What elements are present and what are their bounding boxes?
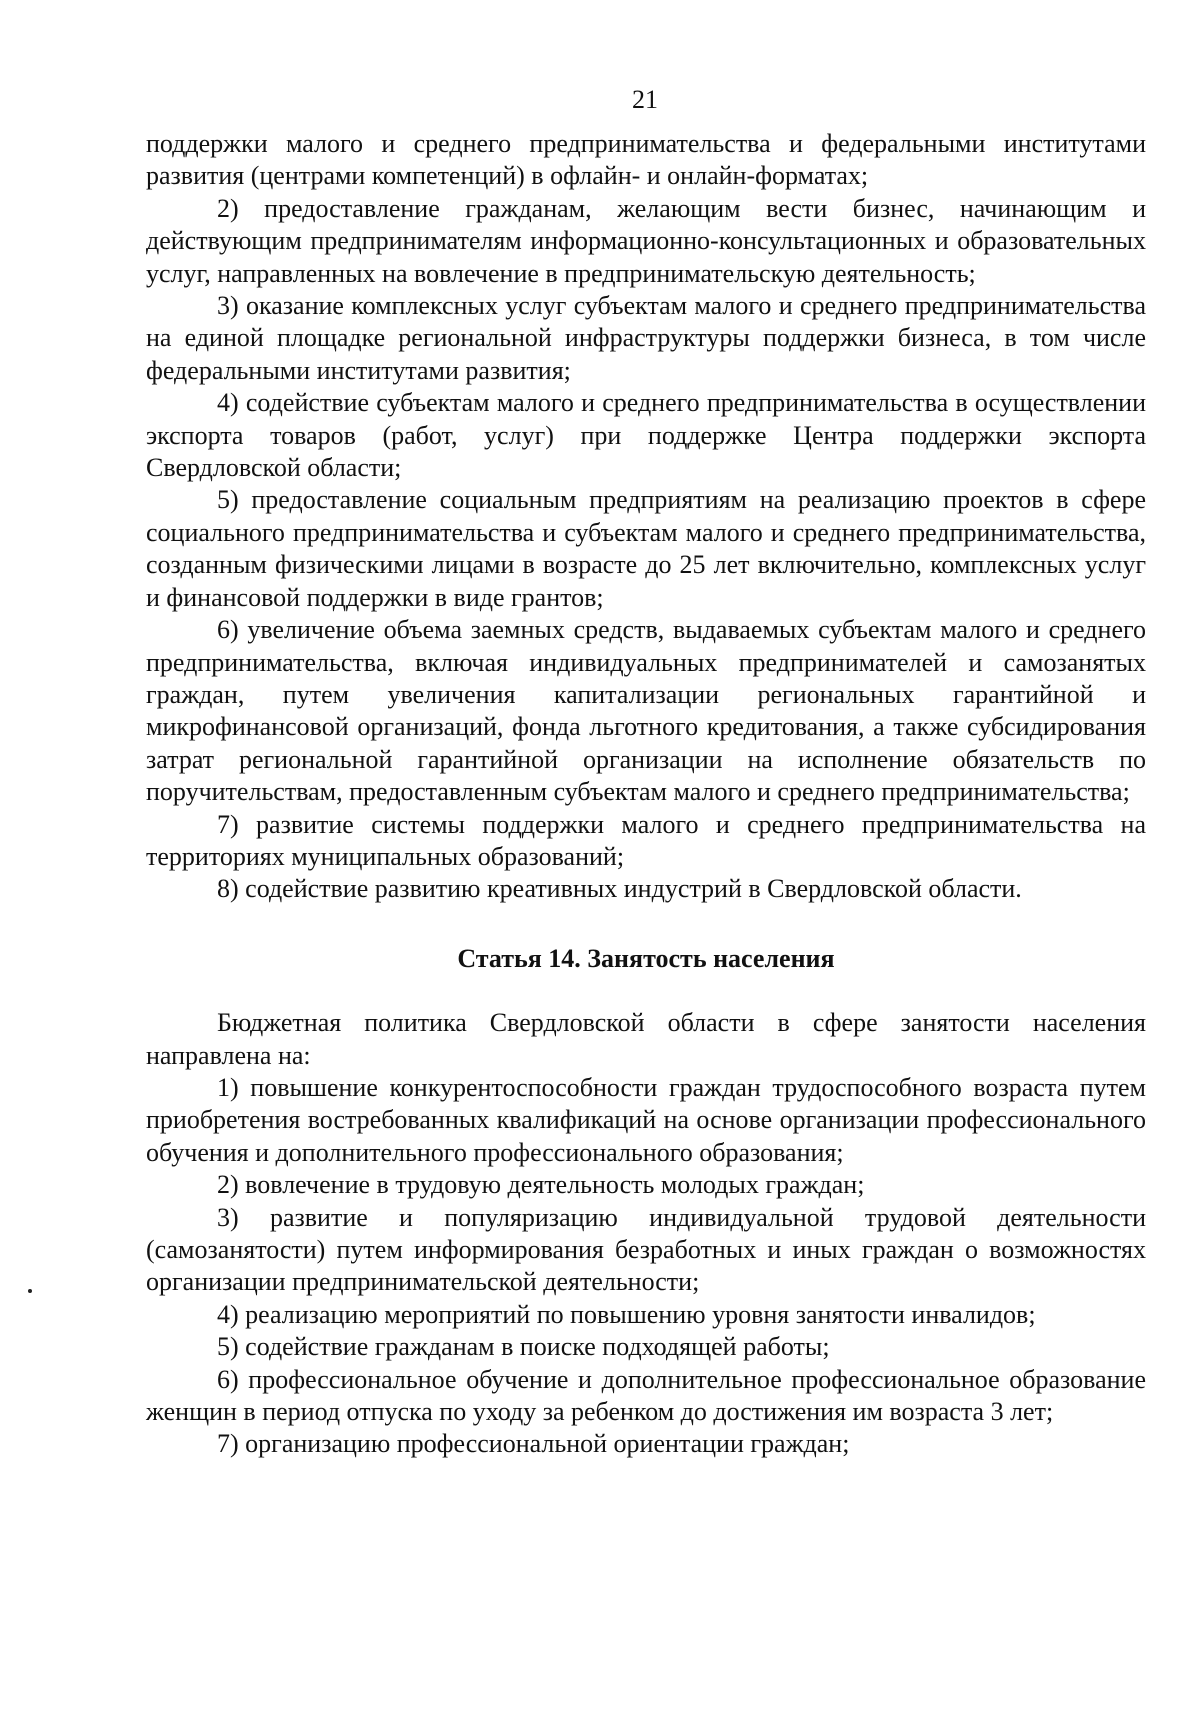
- list-item: 1) повышение конкурентоспособности граждан трудоспособного возраста путем приобретения востребованных квалификаций на основе организации профессионального обучения и дополнительного профессионального образования;: [146, 1072, 1146, 1167]
- list-item: 4) реализацию мероприятий по повышению уровня занятости инвалидов;: [217, 1299, 1036, 1329]
- document-body: [146, 128, 1146, 1461]
- section-heading: Статья 14. Занятость населения: [457, 943, 835, 973]
- list-item: 4) содействие субъектам малого и среднего предпринимательства в осуществлении экспорта товаров (работ, услуг) при поддержке Центра поддержки экспорта Свердловской области;: [146, 388, 1146, 483]
- list-item: 2) вовлечение в трудовую деятельность молодых граждан;: [217, 1170, 865, 1200]
- page-number: 21: [632, 85, 658, 114]
- paragraph: поддержки малого и среднего предпринимательства и федеральными институтами развития (центрами компетенций) в офлайн- и онлайн-форматах;: [146, 129, 1146, 191]
- list-item: 7) организацию профессиональной ориентации граждан;: [217, 1429, 850, 1459]
- list-item: 3) оказание комплексных услуг субъектам малого и среднего предпринимательства на единой площадке региональной инфраструктуры поддержки бизнеса, в том числе федеральными институтами развития;: [146, 291, 1146, 385]
- list-item: 2) предоставление гражданам, желающим вести бизнес, начинающим и действующим предпринимателям информационно-консультационных и образовательных услуг, направленных на вовлечение в предпринимательскую деятельность;: [146, 193, 1146, 288]
- scan-artifact-dot: [28, 1289, 32, 1293]
- list-item: 3) развитие и популяризацию индивидуальной трудовой деятельности (самозанятости) путем информирования безработных и иных граждан о возможностях организации предпринимательской деятельности;: [146, 1202, 1146, 1297]
- list-item: 6) профессиональное обучение и дополнительное профессиональное образование женщин в период отпуска по уходу за ребенком до достижения им возраста 3 лет;: [146, 1364, 1146, 1427]
- list-item: 5) предоставление социальным предприятиям на реализацию проектов в сфере социального предпринимательства и субъектам малого и среднего предпринимательства, созданным физическими лицами в возрасте до 25 лет включительно, комплексных услуг и финансовой поддержки в виде грантов;: [146, 485, 1146, 612]
- paragraph: Бюджетная политика Свердловской области в сфере занятости населения направлена на:: [146, 1008, 1146, 1070]
- list-item: 5) содействие гражданам в поиске подходящей работы;: [217, 1332, 830, 1362]
- list-item: 7) развитие системы поддержки малого и среднего предпринимательства на территориях муниципальных образований;: [146, 809, 1146, 871]
- list-item: 8) содействие развитию креативных индустрий в Свердловской области.: [217, 874, 1022, 904]
- list-item: 6) увеличение объема заемных средств, выдаваемых субъектам малого и среднего предпринимательства, включая индивидуальных предпринимателей и самозанятых граждан, путем увеличения капитализации региональных гарантийной и микрофинансовой организаций, фонда льготного кредитования, а также субсидирования затрат региональной гарантийной организации на исполнение обязательств по поручительствам, предоставленным субъектам малого и среднего предпринимательства;: [146, 615, 1146, 807]
